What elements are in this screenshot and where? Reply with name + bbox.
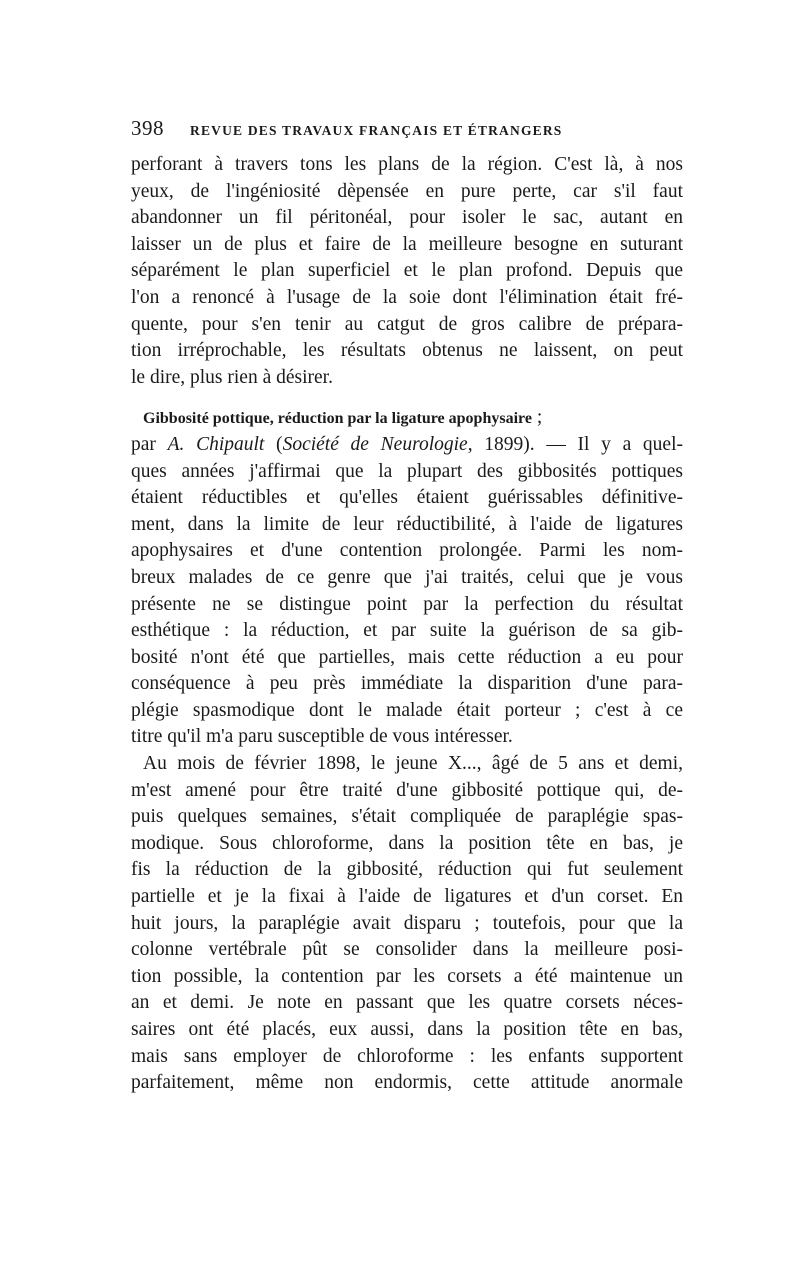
book-page [131, 116, 683, 1097]
text-line: perforant à travers tons les plans de la région. C'est là, à nos [131, 154, 683, 175]
text-line: conséquence à peu près immédiate la disparition d'une para- [131, 673, 683, 695]
source-open: ( [264, 433, 283, 455]
text-line: présente ne se distingue point par la perfection du résultat [131, 593, 683, 615]
section-title-punct: ; [531, 407, 543, 429]
text-line: parfaitement, même non endormis, cette attitude anormale [131, 1072, 683, 1094]
running-header [131, 116, 683, 146]
text-line: yeux, de l'ingéniosité dèpensée en pure perte, car s'il faut [131, 180, 683, 202]
text-line: ment, dans la limite de leur réductibilité, à l'aide de ligatures [131, 513, 683, 535]
section-gibbosite [131, 405, 683, 751]
text-line: huit jours, la paraplégie avait disparu ; toutefois, pour que la [131, 912, 683, 934]
paragraph-gap [131, 391, 683, 405]
paragraph-case-report [131, 751, 683, 1097]
text-line: an et demi. Je note en passant que les quatre corsets néces- [131, 992, 683, 1014]
text-line: tion possible, la contention par les corsets a été maintenue un [131, 965, 683, 987]
text-line: tion irréprochable, les résultats obtenus ne laissent, on peut [131, 340, 683, 362]
text-line: quente, pour s'en tenir au catgut de gros calibre de prépara- [131, 313, 683, 335]
page-number: 398 [131, 116, 164, 140]
section-heading-line [131, 405, 683, 432]
text-line: apophysaires et d'une contention prolongée. Parmi les nom- [131, 540, 683, 562]
text-line: modique. Sous chloroforme, dans la position tête en bas, je [131, 832, 683, 854]
text-line: partielle et je la fixai à l'aide de ligatures et d'un corset. En [131, 886, 683, 908]
source-name: Société de Neurologie [282, 433, 468, 455]
text-line: l'on a renoncé à l'usage de la soie dont l'élimination était fré- [131, 286, 683, 308]
text-line: laisser un de plus et faire de la meilleure besogne en suturant [131, 233, 683, 255]
text-line: m'est amené pour être traité d'une gibbosité pottique qui, de- [131, 779, 683, 801]
text-line: fis la réduction de la gibbosité, réduction qui fut seulement [131, 859, 683, 881]
text-line: abandonner un fil péritonéal, pour isoler le sac, autant en [131, 207, 683, 229]
text-line: mais sans employer de chloroforme : les enfants supportent [131, 1045, 683, 1067]
text-line: étaient réductibles et qu'elles étaient guérissables définitive- [131, 487, 683, 509]
text-line: le dire, plus rien à désirer. [131, 366, 333, 388]
running-title: REVUE DES TRAVAUX FRANÇAIS ET ÉTRANGERS [190, 123, 563, 138]
paragraph-hernia-suture [131, 152, 683, 391]
citation-line [131, 432, 683, 459]
text-line: ques années j'affirmai que la plupart des gibbosités pottiques [131, 460, 683, 482]
text-line: plégie spasmodique dont le malade était porteur ; c'est à ce [131, 699, 683, 721]
author-prefix: par [131, 433, 168, 455]
text-line: Au mois de février 1898, le jeune X..., âgé de 5 ans et demi, [143, 753, 683, 775]
text-line: titre qu'il m'a paru susceptible de vous intéresser. [131, 726, 513, 748]
text-line: colonne vertébrale pût se consolider dans la meilleure posi- [131, 939, 683, 961]
text-line: puis quelques semaines, s'était compliquée de paraplégie spas- [131, 806, 683, 828]
author-name: A. Chipault [167, 433, 265, 455]
text-line: bosité n'ont été que partielles, mais cette réduction a eu pour [131, 646, 683, 668]
text-line: breux malades de ce genre que j'ai traités, celui que je vous [131, 566, 683, 588]
text-line: esthétique : la réduction, et par suite la guérison de sa gib- [131, 620, 683, 642]
text-line: saires ont été placés, eux aussi, dans la position tête en bas, [131, 1019, 683, 1040]
source-close: , 1899). — Il y a quel- [467, 433, 683, 455]
text-line: séparément le plan superficiel et le plan profond. Depuis que [131, 260, 683, 282]
section-title: Gibbosité pottique, réduction par la ligature apophysaire [143, 410, 532, 428]
